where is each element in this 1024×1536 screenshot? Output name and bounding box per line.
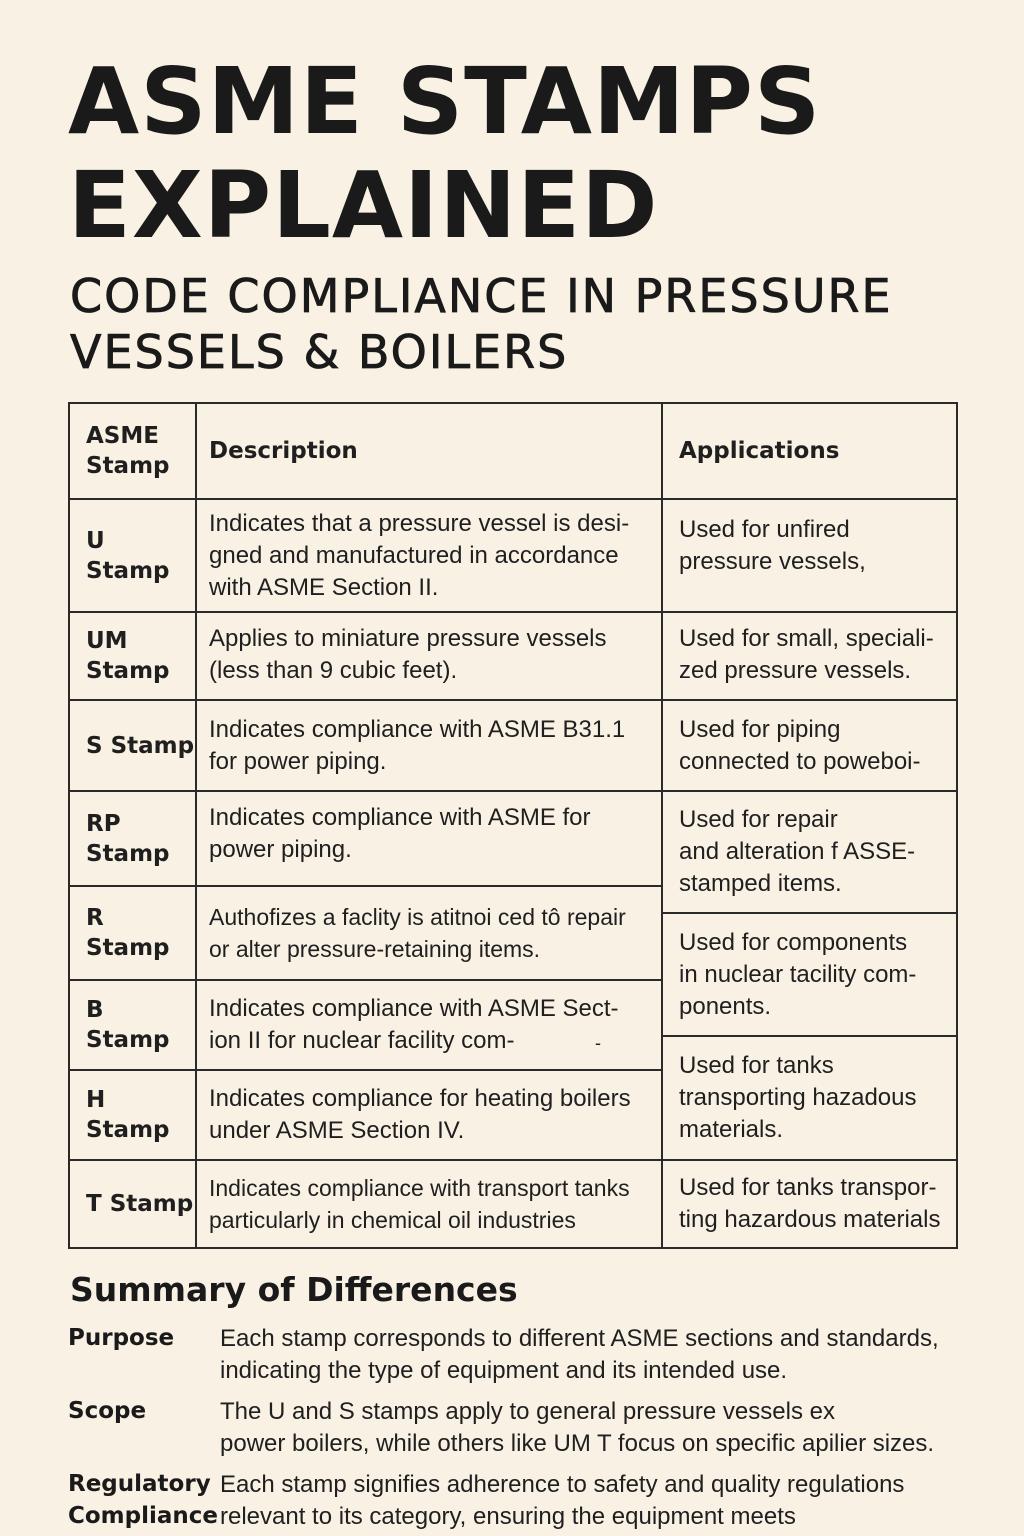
description-line: (less than 9 cubic feet).: [209, 657, 458, 684]
header-stamp-line-2: Stamp: [86, 453, 170, 479]
title-line-1: ASME STAMPS: [68, 48, 822, 155]
applications-cell: [663, 1161, 956, 1247]
description-line: under ASME Section IV.: [209, 1117, 465, 1144]
description-cell: [197, 701, 661, 790]
description-line: Indicates that a pressure vessel is desi-: [209, 509, 630, 537]
header-stamp: [70, 404, 195, 498]
application-line: Used for components: [679, 928, 908, 956]
description-line: with ASME Section II.: [209, 573, 439, 601]
application-line: materials.: [679, 1116, 784, 1143]
stamp-label: Stamp: [86, 840, 170, 867]
application-line: stamped items.: [679, 870, 842, 897]
application-line: zed pressure vessels.: [679, 657, 912, 684]
description-cell: [197, 500, 661, 611]
summary-line: The U and S stamps apply to general pressure vessels ex: [220, 1398, 835, 1425]
header-description: Description: [209, 438, 358, 464]
description-line: Indicates compliance for heating boilers: [209, 1085, 631, 1112]
description-cell: [197, 1071, 661, 1159]
application-line: ting hazardous materials: [679, 1206, 941, 1233]
application-line: Used for small, speciali-: [679, 625, 934, 652]
description-cell: [197, 613, 661, 699]
description-line: gned and manufactured in accordance: [209, 541, 619, 569]
stamp-cell-r: [70, 887, 195, 979]
subtitle-line-1: CODE COMPLIANCE IN PRESSURE: [70, 269, 893, 323]
description-line: Indicates compliance with ASME B31.1: [209, 715, 626, 743]
applications-cell: [663, 1037, 956, 1159]
application-line: Used for tanks transpor-: [679, 1174, 937, 1201]
summary-line: power boilers, while others like UM T focus on specific apilier sizes.: [220, 1430, 935, 1457]
application-line: pressure vessels,: [679, 548, 866, 575]
page-subtitle: [70, 268, 893, 380]
description-line: ion II for nuclear facility com-: [209, 1027, 515, 1054]
stamp-label: T Stamp: [86, 1191, 194, 1217]
description-line: Authofizes a faclity is atitnoi ced tô repair: [209, 904, 626, 930]
summary-title: Summary of Differences: [70, 1270, 518, 1309]
stamp-cell-rp: [70, 792, 195, 885]
stamp-cell-h: [70, 1071, 195, 1159]
header-applications: Applications: [679, 438, 840, 464]
applications-cell: [663, 701, 956, 790]
stamp-cell-um: [70, 613, 195, 699]
summary-line: Each stamp corresponds to different ASME sections and standards,: [220, 1325, 939, 1352]
stamp-cell-s: [70, 701, 195, 790]
applications-cell: [663, 792, 956, 912]
summary-line: Each stamp signifies adherence to safety and quality regulations: [220, 1471, 905, 1498]
description-cell: [197, 1161, 661, 1247]
title-line-2: EXPLAINED: [68, 152, 659, 259]
stamp-cell-b: [70, 981, 195, 1069]
stamp-label: UM: [86, 628, 128, 654]
description-line: Indicates compliance with ASME for: [209, 804, 591, 831]
applications-cell: [663, 613, 956, 699]
summary-text-purpose: [220, 1323, 1010, 1387]
description-cell: [197, 792, 661, 885]
stamp-label: H Stamp: [86, 1087, 170, 1143]
summary-label-purpose: Purpose: [68, 1325, 175, 1351]
summary-text-compliance: [220, 1469, 1010, 1533]
description-line: particularly in chemical oil industries: [209, 1207, 576, 1233]
application-line: transporting hazadous: [679, 1084, 917, 1111]
summary-text-scope: [220, 1396, 1010, 1460]
application-line: Used for repair: [679, 806, 838, 833]
summary-label-scope: Scope: [68, 1398, 147, 1424]
summary-line: indicating the type of equipment and its intended use.: [220, 1357, 788, 1384]
application-line: and alteration f ASSE-: [679, 838, 916, 865]
header-stamp-line-1: ASME: [86, 423, 159, 449]
stamp-label: U Stamp: [86, 527, 170, 584]
subtitle-line-2: VESSELS & BOILERS: [70, 325, 569, 379]
applications-cell: [663, 500, 956, 611]
description-line: Indicates compliance with ASME Sect-: [209, 995, 619, 1022]
summary-line: relevant to its category, ensuring the equipment meets: [220, 1503, 796, 1530]
stamp-label: Stamp: [86, 658, 170, 684]
description-line: or alter pressure-retaining items.: [209, 936, 541, 962]
description-cell: [197, 887, 661, 979]
application-line: Used for tanks: [679, 1052, 834, 1079]
application-line: Used for unfired: [679, 516, 850, 543]
description-line: Applies to miniature pressure vessels: [209, 625, 607, 652]
stray-mark: -: [595, 1033, 601, 1053]
applications-cell: [663, 914, 956, 1035]
page-title: [68, 50, 821, 258]
stamp-cell-t: [70, 1161, 195, 1247]
stamp-label: S Stamp: [86, 732, 195, 759]
stamp-label: R Stamp: [86, 905, 170, 961]
summary-label-compliance: [68, 1468, 218, 1532]
description-line: for power piping.: [209, 747, 387, 775]
stamp-cell-u: [70, 500, 195, 611]
summary-label-line: Regulatory: [68, 1471, 211, 1497]
stamp-label: B Stamp: [86, 997, 170, 1053]
description-cell: [197, 981, 661, 1069]
application-line: in nuclear tacility com-: [679, 960, 917, 988]
stamp-label: RP: [86, 810, 121, 837]
application-line: ponents.: [679, 992, 772, 1020]
application-line: connected to poweboi-: [679, 747, 921, 775]
summary-label-line: Compliance: [68, 1503, 219, 1529]
stamps-table: [68, 402, 958, 1249]
application-line: Used for piping: [679, 715, 841, 743]
description-line: power piping.: [209, 836, 352, 863]
description-line: Indicates compliance with transport tanks: [209, 1175, 630, 1201]
